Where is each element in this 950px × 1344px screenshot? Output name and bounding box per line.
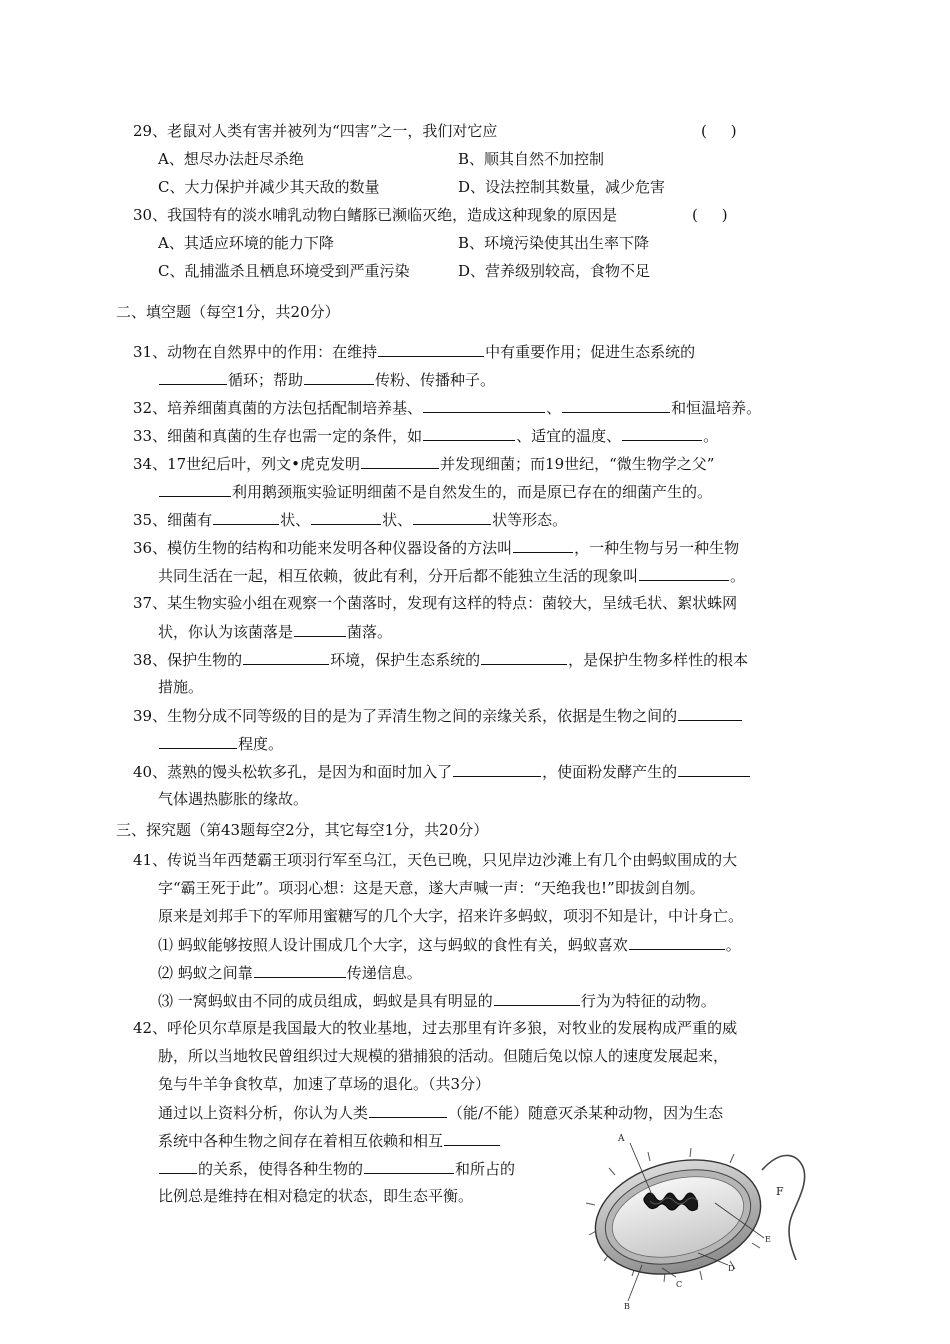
q30-answer-paren: ( ): [692, 206, 728, 224]
diagram-label-e: E: [765, 1235, 771, 1244]
diagram-label-c: C: [676, 1280, 683, 1289]
answer-blank[interactable]: [361, 453, 439, 469]
q42-line7: 比例总是维持在相对稳定的状态，即生态平衡。: [158, 1187, 474, 1205]
q32-line: 32、培养细菌真菌的方法包括配制培养基、 、 和恒温培养。: [133, 399, 762, 417]
q34-line1: 34、17世纪后叶，列文•虎克发明 并发现细菌；而19世纪，“微生物学之父”: [133, 455, 715, 473]
q31-line1: 31、动物在自然界中的作用：在维持 中有重要作用；促进生态系统的: [133, 343, 696, 361]
answer-blank[interactable]: [213, 509, 279, 525]
diagram-label-a: A: [618, 1134, 625, 1144]
q42-line6: 的关系，使得各种生物的 和所占的: [158, 1158, 515, 1179]
q35-line: 35、细菌有 状、 状、 状等形态。: [133, 511, 568, 529]
answer-blank[interactable]: [254, 962, 346, 978]
q38-line1: 38、保护生物的 环境，保护生态系统的 ，是保护生物多样性的根本: [133, 651, 749, 669]
q30-option-c: C、乱捕滥杀且栖息环境受到严重污染: [158, 262, 410, 280]
answer-blank[interactable]: [423, 397, 545, 413]
answer-blank[interactable]: [378, 341, 484, 357]
q39-line2: 程度。: [158, 733, 283, 754]
q30-option-a: A、其适应环境的能力下降: [158, 234, 334, 252]
q41-line3: 原来是刘邦手下的军师用蜜糖写的几个大字，招来许多蚂蚁，项羽不知是计，中计身亡。: [158, 907, 744, 925]
q40-line2: 气体遇热膨胀的缘故。: [158, 790, 309, 808]
answer-blank[interactable]: [304, 369, 374, 385]
answer-blank[interactable]: [453, 761, 541, 777]
section-heading-fill-in: 二、填空题（每空1分，共20分）: [116, 303, 340, 321]
diagram-label-b: B: [624, 1302, 630, 1311]
q41-sub3: ⑶ 一窝蚂蚁由不同的成员组成，蚂蚁是具有明显的 行为为特征的动物。: [158, 992, 716, 1010]
diagram-label-d: D: [728, 1264, 735, 1273]
q40-line1: 40、蒸熟的馒头松软多孔，是因为和面时加入了 ，使面粉发酵产生的: [133, 761, 751, 782]
answer-blank[interactable]: [413, 509, 491, 525]
answer-blank[interactable]: [369, 1102, 447, 1118]
q29-option-b: B、顺其自然不加控制: [458, 150, 605, 168]
answer-blank[interactable]: [562, 397, 670, 413]
answer-blank[interactable]: [622, 425, 702, 441]
q41-sub1: ⑴ 蚂蚁能够按照人设计围成几个大字，这与蚂蚁的食性有关，蚂蚁喜欢 。: [158, 936, 741, 954]
answer-blank[interactable]: [311, 509, 381, 525]
q31-line2: 循环；帮助 传粉、传播种子。: [158, 369, 495, 390]
q29-option-a: A、想尽办法赶尽杀绝: [158, 150, 304, 168]
q34-line2: 利用鹅颈瓶实验证明细菌不是自然发生的，而是原已存在的细菌产生的。: [158, 481, 712, 502]
q30-stem: 30、我国特有的淡水哺乳动物白鳍豚已濒临灭绝，造成这种现象的原因是: [133, 206, 618, 224]
q30-option-d: D、营养级别较高，食物不足: [458, 262, 651, 280]
answer-blank[interactable]: [294, 621, 346, 637]
q29-answer-paren: ( ): [701, 122, 737, 140]
q29-option-d: D、设法控制其数量，减少危害: [458, 178, 666, 196]
answer-blank[interactable]: [494, 990, 580, 1006]
q36-line1: 36、模仿生物的结构和功能来发明各种仪器设备的方法叫 ，一种生物与另一种生物: [133, 539, 740, 557]
q42-line4: 通过以上资料分析，你认为人类 （能/不能）随意灭杀某种动物，因为生态: [158, 1104, 724, 1122]
q36-line2: 共同生活在一起，相互依赖，彼此有利，分开后都不能独立生活的现象叫 。: [158, 567, 746, 585]
answer-blank[interactable]: [444, 1130, 500, 1146]
answer-blank[interactable]: [513, 537, 573, 553]
answer-blank[interactable]: [629, 934, 725, 950]
q42-line5: 系统中各种生物之间存在着相互依赖和相互: [158, 1130, 501, 1151]
q41-sub2: ⑵ 蚂蚁之间靠 传递信息。: [158, 964, 422, 982]
q38-line2: 措施。: [158, 678, 204, 696]
q42-line1: 42、呼伦贝尔草原是我国最大的牧业基地，过去那里有许多狼，对牧业的发展构成严重的威: [133, 1019, 738, 1037]
answer-blank[interactable]: [159, 369, 227, 385]
answer-blank[interactable]: [678, 761, 750, 777]
q37-line2: 状，你认为该菌落是 菌落。: [158, 623, 393, 641]
bacterium-structure-diagram: [580, 1125, 820, 1315]
answer-blank[interactable]: [159, 481, 231, 497]
q42-line2: 胁，所以当地牧民曾组织过大规模的猎捕狼的活动。但随后兔以惊人的速度发展起来，: [158, 1047, 729, 1065]
q29-option-c: C、大力保护并减少其天敌的数量: [158, 178, 380, 196]
q29-stem: 29、老鼠对人类有害并被列为“四害”之一，我们对它应: [133, 122, 498, 140]
answer-blank[interactable]: [639, 565, 729, 581]
q41-line2: 字“霸王死于此”。项羽心想：这是天意，遂大声喊一声：“天绝我也!”即拔剑自刎。: [158, 879, 705, 897]
answer-blank[interactable]: [423, 425, 515, 441]
q39-line1: 39、生物分成不同等级的目的是为了弄清生物之间的亲缘关系，依据是生物之间的: [133, 705, 743, 726]
section-heading-inquiry: 三、探究题（第43题每空2分，其它每空1分，共20分）: [116, 821, 489, 839]
q30-option-b: B、环境污染使其出生率下降: [458, 234, 650, 252]
answer-blank[interactable]: [481, 649, 567, 665]
answer-blank[interactable]: [159, 1158, 197, 1174]
answer-blank[interactable]: [364, 1158, 454, 1174]
answer-blank[interactable]: [243, 649, 329, 665]
q37-line1: 37、某生物实验小组在观察一个菌落时，发现有这样的特点：菌较大，呈绒毛状、絮状蛛网: [133, 594, 738, 612]
q33-line: 33、细菌和真菌的生存也需一定的条件，如 、适宜的温度、 。: [133, 427, 719, 445]
answer-blank[interactable]: [678, 705, 742, 721]
answer-blank[interactable]: [159, 733, 237, 749]
q41-line1: 41、传说当年西楚霸王项羽行军至乌江，天色已晚，只见岸边沙滩上有几个由蚂蚁围成的大: [133, 851, 738, 869]
q42-line3: 兔与牛羊争食牧草，加速了草场的退化。（共3分）: [158, 1075, 491, 1093]
diagram-label-f: F: [776, 1185, 784, 1198]
